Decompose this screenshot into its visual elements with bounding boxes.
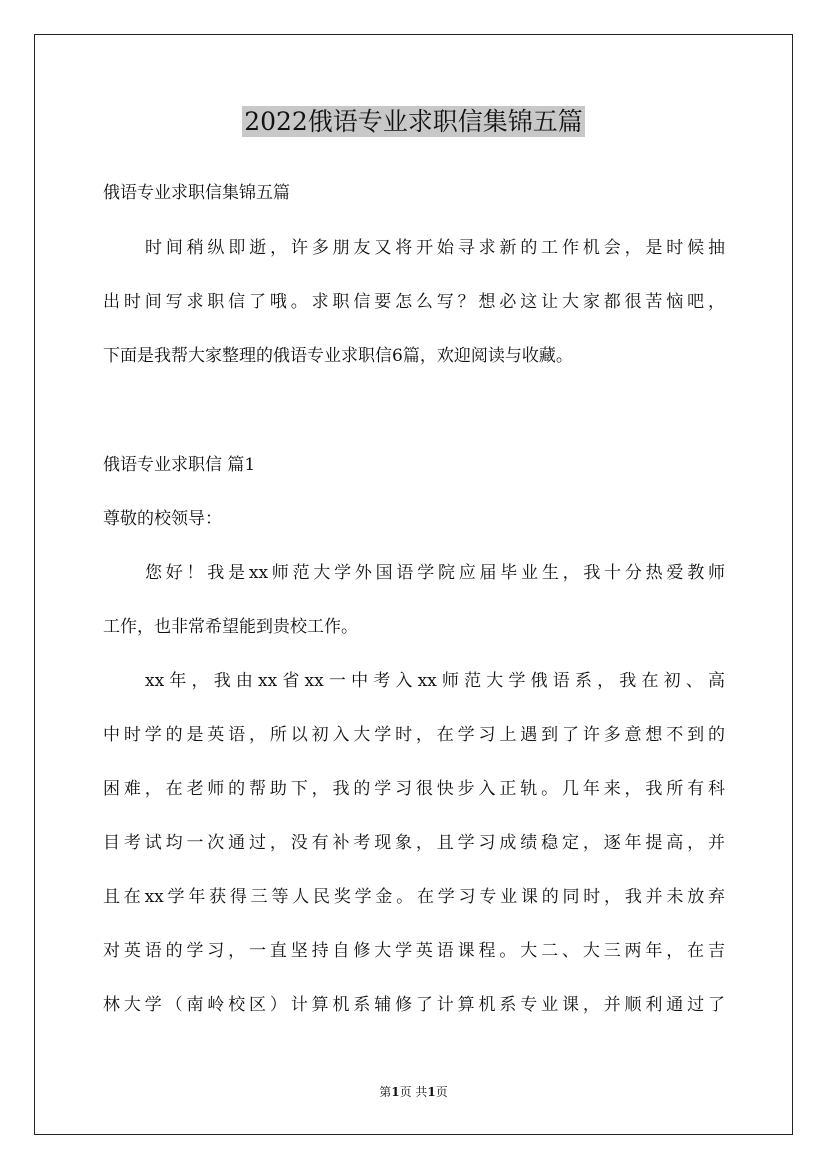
footer-total-pages: 1 <box>427 1085 436 1099</box>
document-title <box>0 100 827 144</box>
section-heading: 俄语专业求职信 篇1 <box>103 455 256 475</box>
intro-line-1: 时间稍纵即逝，许多朋友又将开始寻求新的工作机会，是时候抽 <box>145 238 725 258</box>
para2-line-6: 对英语的学习，一直坚持自修大学英语课程。大二、大三两年，在吉 <box>103 941 725 961</box>
para2-line-1: xx年，我由xx省xx一中考入xx师范大学俄语系，我在初、高 <box>145 671 725 691</box>
page-footer <box>0 1084 827 1100</box>
para1-line-1: 您好！我是xx师范大学外国语学院应届毕业生，我十分热爱教师 <box>145 563 725 583</box>
footer-prefix: 第 <box>379 1085 392 1099</box>
para2-line-4: 目考试均一次通过，没有补考现象，且学习成绩稳定，逐年提高，并 <box>103 833 725 853</box>
footer-mid: 页 共 <box>399 1085 428 1099</box>
para2-line-5: 且在xx学年获得三等人民奖学金。在学习专业课的同时，我并未放弃 <box>103 887 725 907</box>
intro-line-3: 下面是我帮大家整理的俄语专业求职信6篇，欢迎阅读与收藏。 <box>103 346 573 366</box>
footer-page-number: 1 <box>391 1085 400 1099</box>
document-subtitle: 俄语专业求职信集锦五篇 <box>103 183 290 203</box>
footer-suffix: 页 <box>435 1085 448 1099</box>
intro-line-2: 出时间写求职信了哦。求职信要怎么写？想必这让大家都很苦恼吧， <box>103 292 725 312</box>
para2-line-7: 林大学（南岭校区）计算机系辅修了计算机系专业课，并顺利通过了 <box>103 995 725 1015</box>
para2-line-2: 中时学的是英语，所以初入大学时，在学习上遇到了许多意想不到的 <box>103 725 725 745</box>
document-title-text: 2022俄语专业求职信集锦五篇 <box>244 107 583 136</box>
salutation: 尊敬的校领导： <box>103 509 222 529</box>
para2-line-3: 困难，在老师的帮助下，我的学习很快步入正轨。几年来，我所有科 <box>103 779 725 799</box>
para1-line-2: 工作，也非常希望能到贵校工作。 <box>103 617 358 637</box>
